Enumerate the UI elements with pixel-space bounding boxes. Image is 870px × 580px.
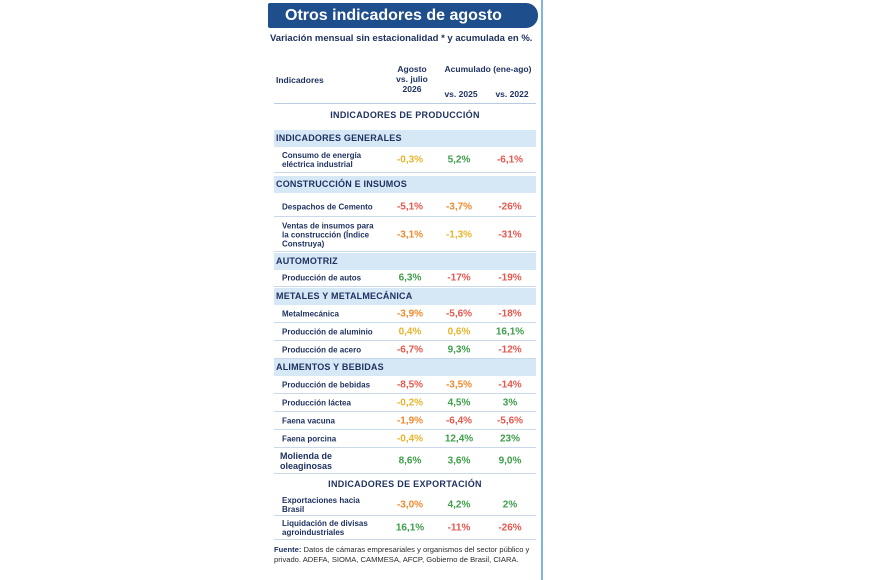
table-row [274,270,536,287]
row-label-line: Brasil [282,504,305,514]
value-vs2022: -5,6% [496,415,524,426]
row-label [282,380,390,389]
row-label-line: Metalmecánica [282,309,339,318]
row-label-line: Faena porcina [282,434,337,443]
value-agosto: 6,3% [398,272,422,284]
row-label-line: Despachos de Cemento [282,202,373,211]
value-vs2022: -26% [498,201,522,212]
table-row [274,323,536,341]
row-label-line: eléctrica industrial [282,160,353,169]
row-label [282,519,390,537]
value-vs2025: -17% [447,272,471,284]
value-agosto: -8,5% [396,379,424,390]
value-agosto: -0,2% [396,397,424,408]
row-label [280,451,388,471]
row-label [282,327,390,336]
value-agosto: -3,0% [396,499,424,510]
header-divider [274,103,536,104]
value-vs2025: -11% [447,522,471,533]
header-indicadores: Indicadores [276,75,324,85]
group-alimentos: ALIMENTOS Y BEBIDAS [274,359,536,376]
value-vs2025: 5,2% [447,154,471,166]
table-row [274,448,536,474]
group-metales: METALES Y METALMECÁNICA [274,288,536,305]
row-label-line: Producción de aluminio [282,327,373,336]
subtitle: Variación mensual sin estacionalidad * y acumulada en %. [270,33,533,44]
table-row [274,376,536,394]
source-label: Fuente: [274,545,302,554]
value-agosto: -3,9% [396,308,424,319]
value-vs2025: 12,4% [444,433,474,444]
value-vs2022: 2% [502,499,518,510]
value-vs2022: 16,1% [495,326,525,337]
value-vs2025: -3,5% [445,379,473,390]
row-label-line: Producción de acero [282,345,362,354]
page-title: Otros indicadores de agosto [268,3,538,28]
row-label-line: oleaginosas [280,460,333,471]
header-vs2025: vs. 2025 [444,89,478,99]
value-vs2025: -5,6% [445,308,473,319]
header-agosto-line: Agosto [397,64,427,74]
table-row [274,197,536,217]
row-label-line: Molienda de [280,450,333,461]
row-label [282,416,390,425]
row-label [282,434,390,443]
value-vs2022: -31% [498,229,522,240]
value-agosto: 8,6% [398,455,422,466]
table-row [274,430,536,448]
value-vs2022: -14% [498,379,522,390]
card-edge-line [541,0,543,580]
row-label-line: Liquidación de divisas [282,518,368,528]
header-vs2022: vs. 2022 [495,89,529,99]
row-label [282,398,390,407]
table-row [274,148,536,173]
row-label-line: Construya) [282,239,325,248]
row-label [282,496,390,514]
row-label-line: Ventas de insumos para [282,221,374,230]
header-acumulado: Acumulado (ene-ago) [444,64,532,74]
value-vs2022: -6,1% [496,154,524,166]
row-label-line: Producción de bebidas [282,380,371,389]
table-row [274,412,536,430]
value-agosto: 16,1% [395,522,425,533]
row-label [282,274,390,283]
row-label-line: Producción láctea [282,398,351,407]
value-vs2022: 3% [502,397,518,408]
value-vs2022: -18% [498,308,522,319]
row-label-line: Consumo de energía [282,151,362,160]
section-produccion: INDICADORES DE PRODUCCIÓN [330,110,480,120]
row-label [282,309,390,318]
value-vs2022: -12% [498,344,522,355]
value-vs2022: 23% [499,433,520,444]
group-automotriz: AUTOMOTRIZ [274,253,536,270]
row-label [282,345,390,354]
source-text: Datos de cámaras empresariales y organismos del sector público y privado. ADEFA, SIOMA, CAMMESA, AFCP, Gobierno de Brasil, CIARA. [274,545,530,564]
value-agosto: -0,3% [396,154,424,166]
table-row [274,516,536,540]
value-vs2025: -1,3% [445,229,473,240]
row-label [282,151,390,169]
value-vs2022: -26% [498,522,522,533]
section-exportacion: INDICADORES DE EXPORTACIÓN [328,479,482,489]
row-label-line: Exportaciones hacia [282,495,360,505]
table-row [274,494,536,516]
value-vs2025: 4,5% [447,397,471,408]
value-vs2022: 9,0% [498,455,522,466]
value-vs2025: -6,4% [445,415,473,426]
row-label-line: la construcción (Índice [282,230,370,239]
group-construccion: CONSTRUCCIÓN E INSUMOS [274,176,536,193]
value-agosto: -6,7% [396,344,424,355]
value-vs2025: 0,6% [447,326,471,337]
table-row [274,305,536,323]
header-agosto-line: vs. julio [396,74,428,84]
value-vs2025: 9,3% [447,344,471,355]
value-agosto: -0,4% [396,433,424,444]
group-indicadores-generales: INDICADORES GENERALES [274,130,536,147]
table-row [274,394,536,412]
value-agosto: -1,9% [396,415,424,426]
row-label [282,221,390,248]
row-label-line: Faena vacuna [282,416,335,425]
header-agosto-line: 2026 [402,84,422,94]
row-label-line: Producción de autos [282,273,362,283]
table-row [274,341,536,359]
value-vs2025: -3,7% [445,201,473,212]
table-row [274,218,536,252]
value-agosto: 0,4% [398,326,422,337]
row-label [282,202,390,211]
value-agosto: -5,1% [396,201,424,212]
value-vs2025: 4,2% [447,499,471,510]
header-agosto [388,64,436,94]
value-vs2022: -19% [498,272,522,284]
source-note [274,545,536,564]
row-label-line: agroindustriales [282,527,345,537]
value-agosto: -3,1% [396,229,424,240]
value-vs2025: 3,6% [447,455,471,466]
